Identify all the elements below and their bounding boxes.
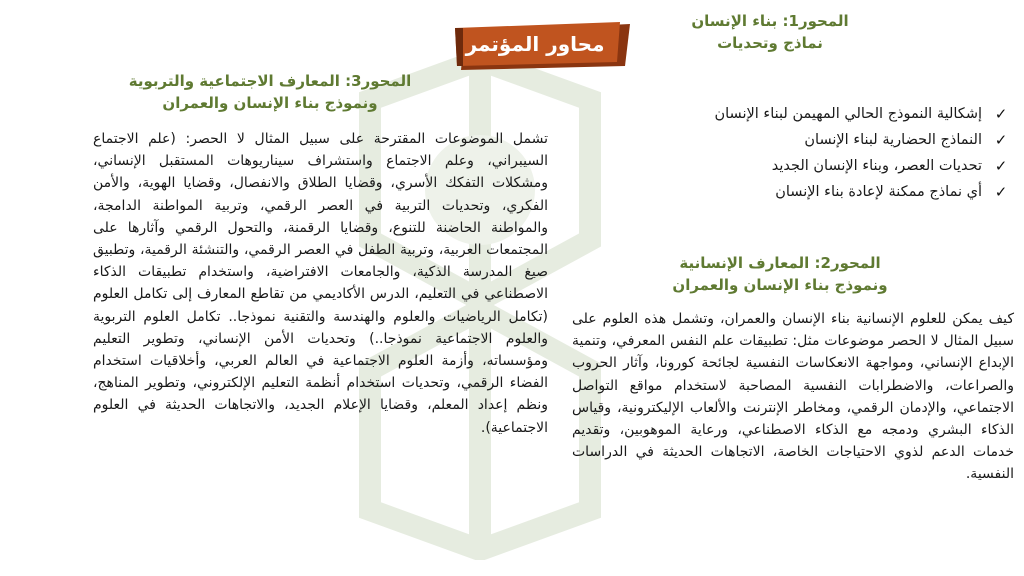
axis3-title-line2: ونموذج بناء الإنسان والعمران — [162, 94, 378, 112]
axis3-heading — [120, 70, 420, 114]
list-item — [660, 127, 1010, 153]
axis1-list — [660, 101, 1010, 205]
checkmark-icon: ✓ — [994, 183, 1008, 201]
list-item — [660, 153, 1010, 179]
list-item — [660, 101, 1010, 127]
axis2-body: كيف يمكن للعلوم الإنسانية بناء الإنسان والعمران، وتشمل هذه العلوم على سبيل المثال لا الحصر موضوعات مثل: تطبيقات علم النفس المعرفي، وتنمية الإبداع الإنساني، ومواجهة الانعكاسات النفسية لجائحة كورونا، وآثار الحروب والصراعات، والاضطرابات النفسية المصاحبة لاستخدام مواقع التواصل الاجتماعي، والإدمان الرقمي، ومخاطر الإنترنت والألعاب الإليكترونية، وقياس الذكاء البشري ودمجه مع الذكاء الاصطناعي، ورعاية الموهوبين، وتقديم خدمات الدعم لذوي الاحتياجات الخاصة، الاتجاهات الحديثة في الدراسات النفسية. — [572, 311, 1014, 483]
checkmark-icon: ✓ — [994, 131, 1008, 149]
axis2-title-line1: المحور2: المعارف الإنسانية — [679, 254, 881, 272]
list-item-text: أي نماذج ممكنة لإعادة بناء الإنسان — [775, 184, 982, 200]
checkmark-icon: ✓ — [994, 105, 1008, 123]
axis3-body: تشمل الموضوعات المقترحة على سبيل المثال لا الحصر: (علم الاجتماع السيبراني، وعلم الاجتماع واستشراف سيناريوهات المستقبل الإنساني، ومشكلات التفكك الأسري، وقضايا الطلاق والانفصال، وقضايا الهوية، والأمن الفكري، وتحديات التربية في العصر الرقمي، وتربية المواطنة الدامجة، والمواطنة الحاضنة للتنوع، وقضايا الرقمنة، والتحول الرقمي وآثارها على المجتمعات العربية، وتربية الطفل في العصر الرقمي، والتنشئة الرقمية، وتطبيق صيغ المدرسة الذكية، والجامعات الافتراضية، واستخدام تطبيقات الذكاء الاصطناعي في التعليم، الدرس الأكاديمي من تقاطع المعارف إلى تكامل العلوم (تكامل الرياضيات والعلوم والهندسة والتقنية نموذجا.. تكامل العلوم التربوية والعلوم الاجتماعية نموذجا..) وتحديات الأمن الإنساني، وتطوير التعليم ومؤسساته، وأزمة العلوم الاجتماعية في العالم العربي، وأخلاقيات استخدام الفضاء الرقمي، وتحديات استخدام أنظمة التعليم الإلكتروني، وتطوير المناهج، ونظم إعداد المعلم، وقضايا الإعلام الجديد، والاتجاهات الحديثة في العلوم الاجتماعية). — [93, 131, 548, 436]
checkmark-icon: ✓ — [994, 157, 1008, 175]
axis1-list-container — [660, 101, 1010, 205]
list-item-text: إشكالية النموذج الحالي المهيمن لبناء الإنسان — [714, 106, 982, 122]
list-item-text: النماذج الحضارية لبناء الإنسان — [804, 132, 982, 148]
list-item-text: تحديات العصر، وبناء الإنسان الجديد — [771, 158, 982, 174]
banner-title: محاور المؤتمر — [465, 32, 605, 56]
axis3-title-line1: المحور3: المعارف الاجتماعية والتربوية — [128, 72, 412, 90]
list-item — [660, 179, 1010, 205]
axis1-title-line1: المحور1: بناء الإنسان — [691, 12, 849, 30]
axis2-heading — [640, 252, 920, 296]
axis1-title-line2: نماذج وتحديات — [717, 34, 823, 52]
axis2-title-line2: ونموذج بناء الإنسان والعمران — [672, 276, 888, 294]
axis1-heading — [680, 10, 860, 54]
